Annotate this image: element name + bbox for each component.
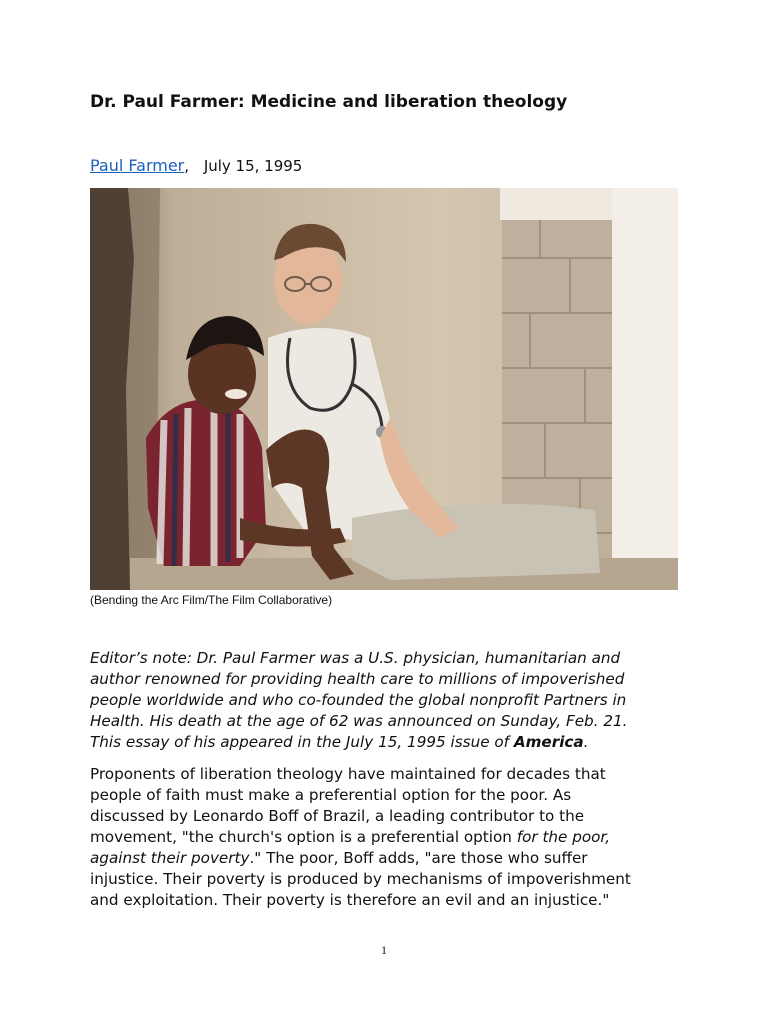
editors-note-line: people worldwide and who co-founded the global nonprofit Partners in — [90, 691, 627, 709]
page-number: 1 — [381, 943, 387, 957]
editors-note-end: . — [583, 733, 589, 751]
photo-caption: (Bending the Arc Film/The Film Collaborative) — [90, 593, 333, 607]
editors-note-line: Editor’s note: Dr. Paul Farmer was a U.S. physician, humanitarian and — [90, 649, 621, 667]
editors-note — [90, 648, 680, 753]
body-line-text: ." The poor, Boff adds, "are those who suffer — [249, 849, 588, 867]
quote-italic: for the poor, — [516, 828, 611, 846]
body-line: and exploitation. Their poverty is therefore an evil and an injustice." — [90, 891, 610, 909]
quote-italic: against their poverty — [90, 849, 250, 867]
body-line-quote-end — [90, 848, 680, 869]
editors-note-line: This essay of his appeared in the July 15, 1995 issue of — [90, 733, 514, 751]
article-photo — [90, 188, 678, 590]
body-line: injustice. Their poverty is produced by mechanisms of impoverishment — [90, 870, 631, 888]
body-line: discussed by Leonardo Boff of Brazil, a leading contributor to the — [90, 807, 585, 825]
editors-note-last-line — [90, 732, 680, 753]
author-link[interactable]: Paul Farmer — [90, 156, 185, 175]
body-paragraph — [90, 764, 680, 911]
editors-note-line: author renowned for providing health care to millions of impoverished — [90, 670, 625, 688]
publication-name: America — [513, 733, 584, 751]
publish-date: July 15, 1995 — [203, 157, 303, 175]
body-line-text: movement, "the church's option is a preferential option — [90, 828, 517, 846]
body-line: Proponents of liberation theology have maintained for decades that — [90, 765, 606, 783]
byline — [90, 156, 302, 175]
byline-separator: , — [184, 157, 190, 175]
body-line: people of faith must make a preferential option for the poor. As — [90, 786, 572, 804]
editors-note-line: Health. His death at the age of 62 was announced on Sunday, Feb. 21. — [90, 712, 628, 730]
body-line-quote-start — [90, 827, 680, 848]
page-title: Dr. Paul Farmer: Medicine and liberation theology — [90, 92, 568, 112]
